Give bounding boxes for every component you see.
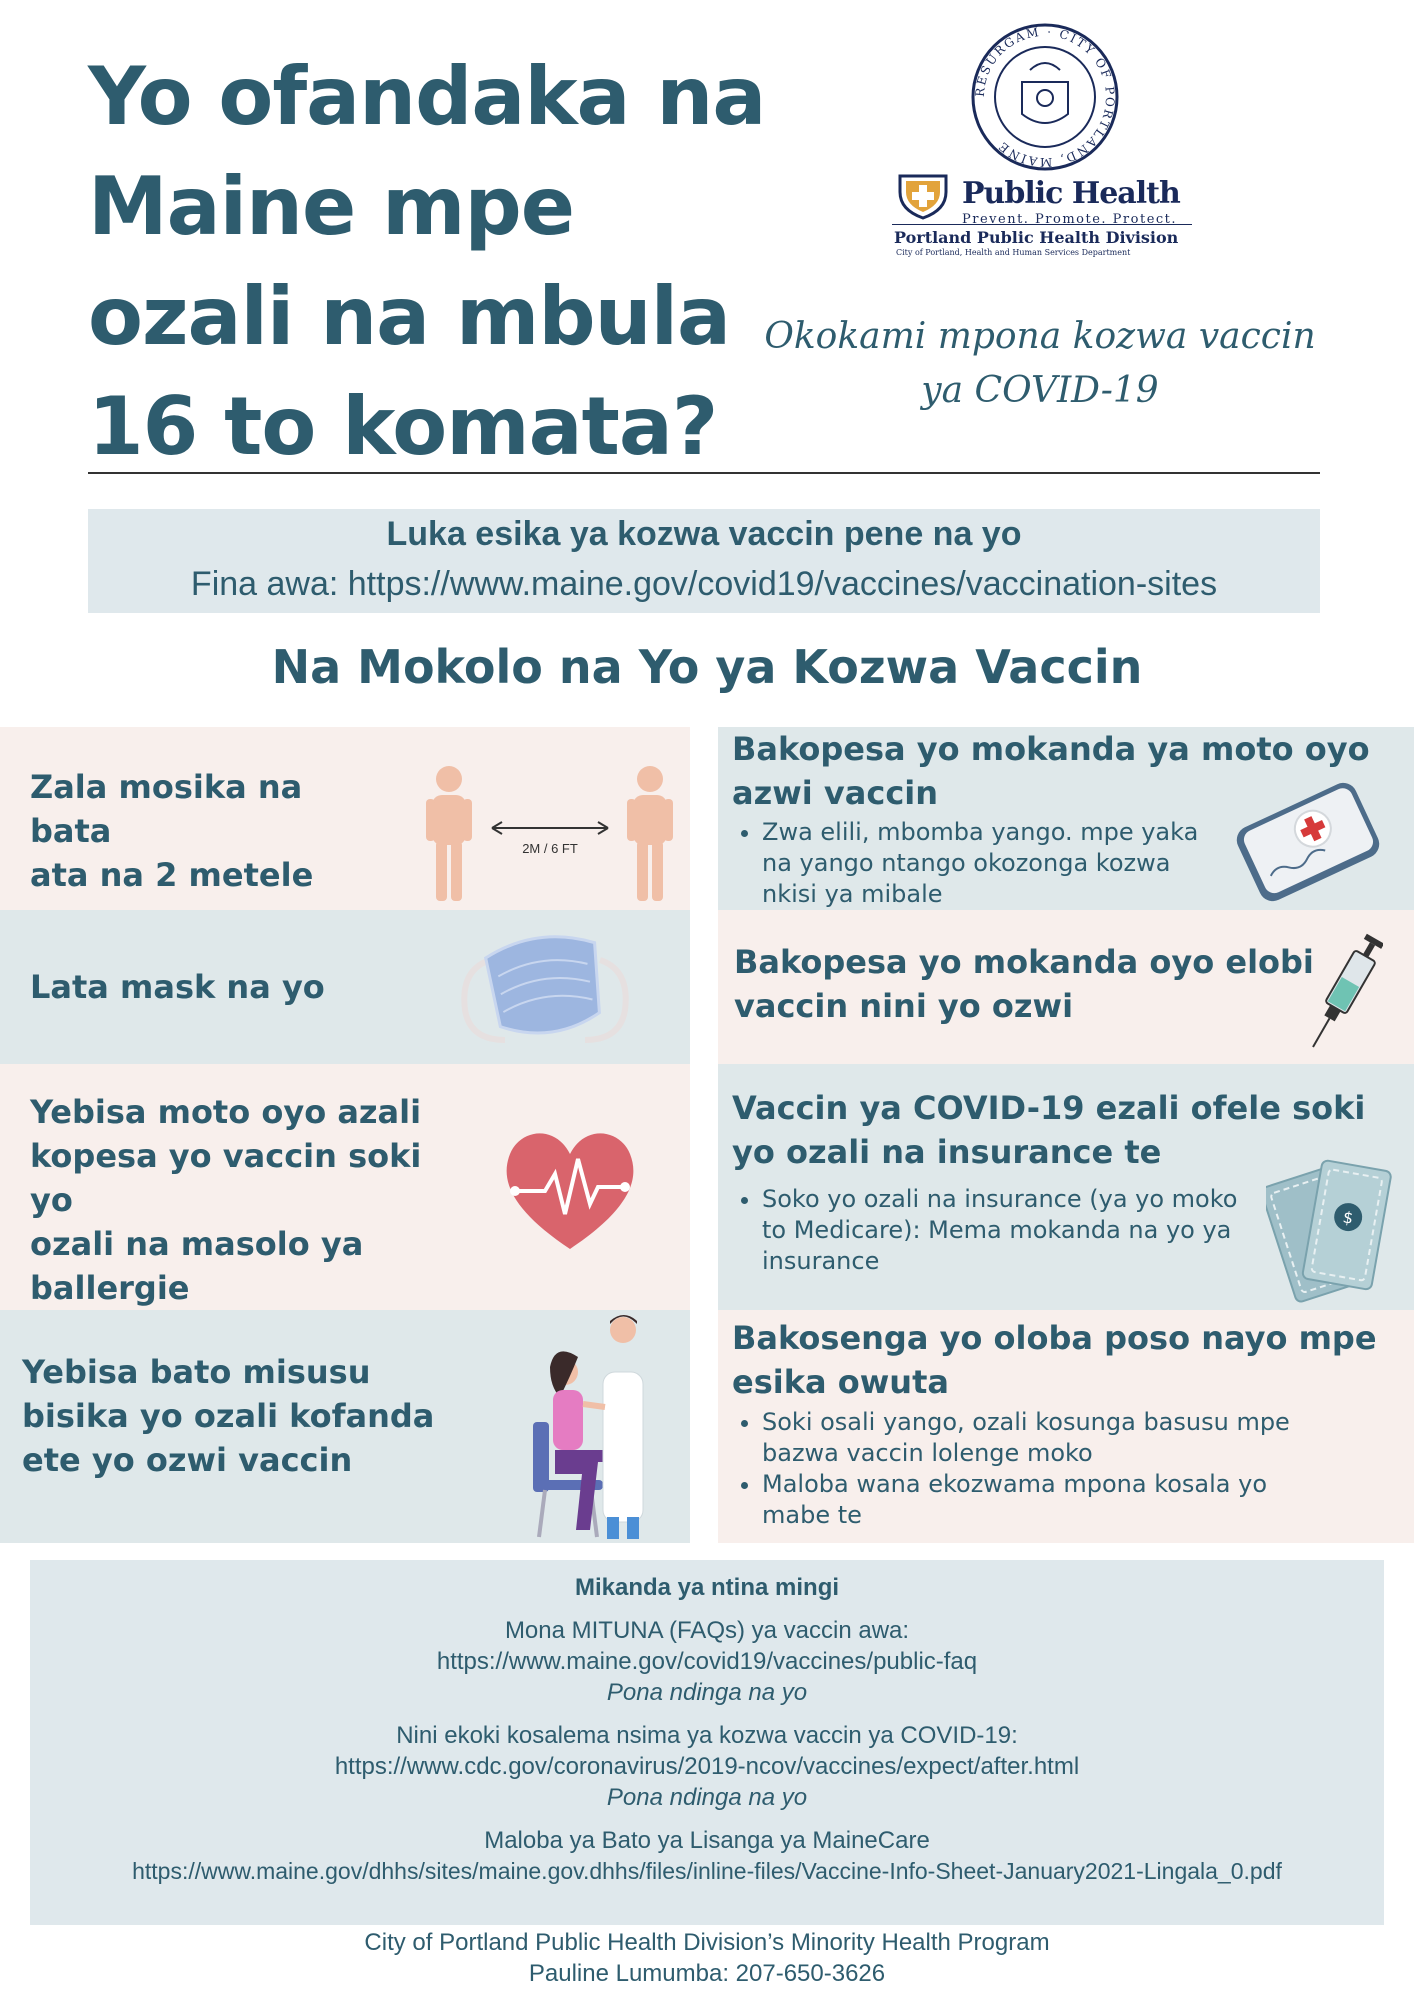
resource-block (30, 1825, 1384, 1887)
header-rule (88, 472, 1320, 474)
money-icon (1266, 1154, 1396, 1304)
divider (892, 224, 1192, 225)
division-name: Portland Public Health Division (894, 228, 1179, 247)
footer-contact: Pauline Lumumba: 207-650-3626 (528, 1960, 886, 1987)
title-line: 16 to komata? (88, 380, 718, 473)
resource-note: Pona ndinga na yo (606, 1679, 808, 1706)
info-heading-line: Bakopesa yo mokanda oyo elobi (734, 943, 1314, 981)
vaccination-site-box (88, 509, 1320, 613)
section-title: Na Mokolo na Yo ya Kozwa Vaccin (271, 640, 1143, 694)
mainecare-link[interactable]: https://www.maine.gov/dhhs/sites/maine.gov.dhhs/files/inline-files/Vaccine-Info-Sheet-January2021-Lingala_0.pdf (132, 1858, 1282, 1884)
info-heading (732, 1316, 1402, 1404)
locate-heading: Luka esika ya kozwa vaccin pene na yo (386, 515, 1022, 553)
face-mask-icon (460, 920, 630, 1055)
subtitle-line: ya COVID-19 (921, 370, 1159, 411)
subtitle-line: Okokami mpona kozwa vaccin (764, 316, 1316, 357)
tip-line: ozali na masolo ya (30, 1225, 364, 1263)
tip-text (22, 1350, 462, 1482)
bullet-item: • Soki osali yango, ozali kosunga basusu mpe bazwa vaccin lolenge moko (762, 1407, 1398, 1469)
tip-mask (0, 910, 690, 1064)
tip-line: kopesa yo vaccin soki yo (30, 1137, 422, 1219)
svg-text:$: $ (1341, 1207, 1355, 1228)
seal-text: RESURGAM · CITY OF PORTLAND, MAINE (972, 24, 1118, 170)
page-subtitle (760, 310, 1320, 418)
cdc-link[interactable]: https://www.cdc.gov/coronavirus/2019-ncov/vaccines/expect/after.html (334, 1753, 1080, 1780)
tip-distance (0, 727, 690, 910)
tip-line: ata na 2 metele (30, 856, 314, 894)
info-heading-line: esika owuta (732, 1363, 949, 1401)
info-vaccine-card (718, 727, 1414, 910)
public-health-logo (890, 172, 1200, 262)
tip-allergy (0, 1064, 690, 1310)
footer-program: City of Portland Public Health Division’s Minority Health Program (364, 1929, 1050, 1956)
tip-line: bisika yo ozali kofanda (22, 1397, 435, 1435)
social-distance-icon (412, 765, 682, 905)
info-personal-data (718, 1310, 1414, 1543)
resource-note: Pona ndinga na yo (606, 1784, 808, 1811)
vaccine-card-icon (1228, 777, 1388, 907)
title-line: ozali na mbula (88, 270, 730, 363)
faq-link[interactable]: https://www.maine.gov/covid19/vaccines/public-faq (436, 1648, 978, 1675)
bullet-item: • Maloba wana ekozwama mpona kosala yo mabe te (762, 1469, 1398, 1531)
resource-text: Mona MITUNA (FAQs) ya vaccin awa: (504, 1617, 910, 1644)
vaccination-scene-icon (525, 1312, 675, 1542)
tip-text (30, 765, 390, 897)
info-vaccine-record (718, 910, 1414, 1064)
title-line: Maine mpe (88, 160, 574, 253)
bullet-item: • Soko yo ozali na insurance (ya yo moko to Medicare): Mema mokanda na yo ya insurance (762, 1184, 1278, 1277)
heart-icon (500, 1119, 640, 1259)
info-heading-line: Bakopesa yo mokanda ya moto oyo (732, 730, 1370, 768)
info-free-vaccine (718, 1064, 1414, 1310)
page-title (88, 42, 768, 482)
resources-heading: Mikanda ya ntina mingi (574, 1574, 840, 1601)
info-heading-line: yo ozali na insurance te (732, 1133, 1162, 1171)
brand-tagline: Prevent. Promote. Protect. (962, 212, 1178, 227)
info-bullets (718, 1407, 1398, 1531)
vaccination-sites-link[interactable]: Fina awa: https://www.maine.gov/covid19/vaccines/vaccination-sites (190, 565, 1218, 603)
department-name: City of Portland, Health and Human Services Department (896, 248, 1131, 257)
resource-block (30, 1720, 1384, 1813)
info-heading-line: Vaccin ya COVID-19 ezali ofele soki (732, 1089, 1366, 1127)
tip-line: ete yo ozwi vaccin (22, 1441, 353, 1479)
distance-label: 2M / 6 FT (522, 841, 578, 856)
info-heading-line: Bakosenga yo oloba poso nayo mpe (732, 1319, 1377, 1357)
bullet-item: • Zwa elili, mbomba yango. mpe yaka na yango ntango okozonga kozwa nkisi ya mibale (762, 817, 1238, 910)
shield-icon (896, 172, 950, 220)
info-bullets (718, 1184, 1278, 1277)
syringe-icon (1303, 930, 1383, 1060)
tip-line: Yebisa moto oyo azali (30, 1093, 422, 1131)
resources-box (30, 1560, 1384, 1925)
info-heading-line: azwi vaccin (732, 774, 939, 812)
resource-block (30, 1615, 1384, 1708)
resource-text: Maloba ya Bato ya Lisanga ya MaineCare (484, 1827, 930, 1854)
info-heading (734, 940, 1314, 1028)
info-heading-line: vaccin nini yo ozwi (734, 987, 1074, 1025)
tip-line: ballergie (30, 1269, 190, 1307)
tip-text: Lata mask na yo (30, 968, 325, 1006)
resource-text: Nini ekoki kosalema nsima ya kozwa vaccin ya COVID-19: (396, 1722, 1018, 1749)
footer (0, 1927, 1414, 1989)
brand-name: Public Health (962, 176, 1180, 211)
tip-tell-others (0, 1310, 690, 1543)
tip-line: Zala mosika na bata (30, 768, 303, 850)
title-line: Yo ofandaka na (88, 50, 766, 143)
info-bullets (718, 817, 1238, 910)
tip-line: Yebisa bato misusu (22, 1353, 371, 1391)
tip-text (30, 1090, 460, 1310)
city-seal-logo (970, 22, 1120, 172)
